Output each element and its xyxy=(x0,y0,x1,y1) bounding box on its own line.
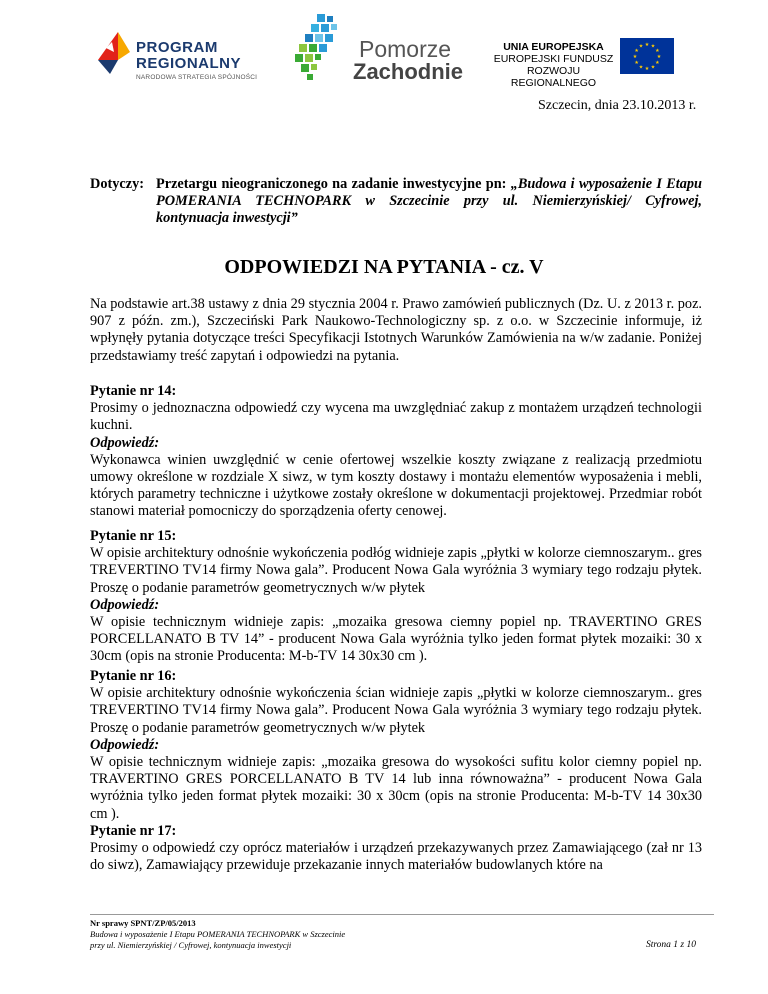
svg-text:★: ★ xyxy=(638,64,644,71)
program-logo-line2: REGIONALNY xyxy=(136,55,242,72)
intro-paragraph: Na podstawie art.38 ustawy z dnia 29 stycznia 2004 r. Prawo zamówień publicznych (Dz. U. z 2013 r. poz. 907 z późn. zm.), Szczeciński Park Naukowo-Technologiczny sp. z o.o. w Szczecinie informuje, iż wpłynęły pytania dotyczące treści Specyfikacji Istotnych Warunków Zamówienia na w/w zadanie. Poniżej przedstawiamy treść zapytań i odpowiedzi na pytania. xyxy=(90,296,702,364)
question-label: Pytanie nr 14: xyxy=(90,383,177,399)
question-label: Pytanie nr 16: xyxy=(90,668,177,684)
program-regionalny-mark-icon xyxy=(96,30,132,76)
pomorze-logo-line2: Zachodnie xyxy=(353,59,464,84)
program-regionalny-logo xyxy=(96,30,286,88)
subject-prefix: Przetargu nieograniczonego na zadanie inwestycyjne pn: xyxy=(156,176,511,192)
eu-logo-line2: EUROPEJSKI FUNDUSZ xyxy=(493,53,614,65)
answer-text: W opisie technicznym widnieje zapis: „mozaika gresowa ciemny popiel np. TRAVERTINO GRES PORCELLANATO B TV 14” - producent Nowa Gala wyróżnia tylko jeden format płytek mozaiki: 30 x 30cm (opis na stronie Producenta: M-b-TV 14 30x30 cm ). xyxy=(90,614,702,665)
pomorze-mosaic-icon xyxy=(287,12,353,82)
page-title: ODPOWIEDZI NA PYTANIA - cz. V xyxy=(224,256,544,278)
answer-text: W opisie technicznym widnieje zapis: „mozaika gresowa do wysokości sufitu kolor ciemny popiel np. TRAVERTINO GRES PORCELLANATO B TV 14 lub inna równoważna” - producent Nowa Gala wyróżnia tylko jeden format płytek mozaiki: 30 x 30cm (opis na stronie Producenta: M-b-TV 14 30x30 cm ). xyxy=(90,754,702,822)
page-number: Strona 1 z 10 xyxy=(645,940,696,950)
svg-text:★: ★ xyxy=(638,43,644,50)
program-logo-line3: NARODOWA STRATEGIA SPÓJNOŚCI xyxy=(136,74,258,81)
footer-divider xyxy=(90,914,714,915)
pomorze-logo-line1: Pomorze xyxy=(359,36,452,62)
eu-logo-line3: ROZWOJU REGIONALNEGO xyxy=(510,65,597,89)
question-block-17 xyxy=(90,823,702,875)
question-text: Prosimy o jednoznaczna odpowiedź czy wycena ma uwzględniać zakup z montażem urządzeń technologii kuchni. xyxy=(90,400,702,434)
answer-label: Odpowiedź: xyxy=(90,736,160,753)
page-footer xyxy=(90,918,710,951)
eu-logo xyxy=(480,38,680,89)
svg-text:★: ★ xyxy=(632,54,638,60)
eu-flag-icon xyxy=(620,38,674,74)
answer-text: Wykonawca winien uwzględnić w cenie ofertowej wszelkie koszty związane z realizacją przedmiotu umowy określone w rozdziale X siwz, w tym koszty dostawy i montażu elementów wyposażenia i mebli, których parametry techniczne i użytkowe zostały określone w dokumentacji projektowej. Przedmiar robót stanowi materiał pomocniczy do sporządzenia oferty cenowej. xyxy=(90,451,702,520)
footer-line2: przy ul. Niemierzyńskiej / Cyfrowej, kontynuacja inwestycji xyxy=(90,940,292,950)
question-text: W opisie architektury odnośnie wykończenia podłóg widnieje zapis „płytki w kolorze ciemnoszarym.. gres TREVERTINO TV14 firmy Nowa gala”. Producent Nowa Gala wyróżnia 3 wymiary tego rodzaju płytek. Proszę o podanie parametrów geometrycznych w/w płytek xyxy=(90,545,702,596)
subject-title: „Budowa i wyposażenie I Etapu POMERANIA TECHNOPARK w Szczecinie przy ul. Niemierzyńskiej/ Cyfrowej, kontynuacja inwestycji” xyxy=(156,176,703,226)
question-block-14 xyxy=(90,383,702,521)
svg-text:★: ★ xyxy=(634,60,639,66)
question-text: Prosimy o odpowiedź czy oprócz materiałów i urządzeń przekazywanych przez Zamawiającego (zał nr 13 do siwz), Zamawiający przewiduje przekazanie innych materiałów budowlanych które na xyxy=(90,840,702,874)
program-logo-line1: PROGRAM xyxy=(136,39,218,56)
eu-logo-text xyxy=(486,41,621,89)
question-text: W opisie architektury odnośnie wykończenia ścian widnieje zapis „płytki w kolorze ciemnoszarym.. gres TREVERTINO TV14 firmy Nowa gala”. Producent Nowa Gala wyróżnia 3 wymiary tego rodzaju płytek. Proszę o podanie parametrów geometrycznych w/w płytek xyxy=(90,685,702,736)
answer-label: Odpowiedź: xyxy=(90,434,160,451)
svg-text:★: ★ xyxy=(634,48,639,54)
svg-text:★: ★ xyxy=(650,64,656,71)
svg-text:★: ★ xyxy=(656,54,662,60)
eu-logo-line1: UNIA EUROPEJSKA xyxy=(503,41,604,53)
svg-text:★: ★ xyxy=(644,42,650,48)
svg-text:★: ★ xyxy=(644,66,650,72)
svg-text:★: ★ xyxy=(655,48,660,54)
subject-text xyxy=(156,176,702,227)
svg-text:★: ★ xyxy=(650,43,656,50)
question-block-16 xyxy=(90,668,702,823)
document-date: Szczecin, dnia 23.10.2013 r. xyxy=(538,98,697,113)
svg-text:★: ★ xyxy=(655,60,660,66)
pomorze-zachodnie-logo xyxy=(287,12,464,84)
footer-line1: Budowa i wyposażenie I Etapu POMERANIA TECHNOPARK w Szczecinie xyxy=(90,929,346,939)
question-label: Pytanie nr 17: xyxy=(90,823,177,839)
question-block-15 xyxy=(90,528,702,666)
subject-label: Dotyczy: xyxy=(90,176,144,192)
answer-label: Odpowiedź: xyxy=(90,596,160,613)
footer-case-number: Nr sprawy SPNT/ZP/05/2013 xyxy=(90,918,196,928)
question-label: Pytanie nr 15: xyxy=(90,528,177,544)
